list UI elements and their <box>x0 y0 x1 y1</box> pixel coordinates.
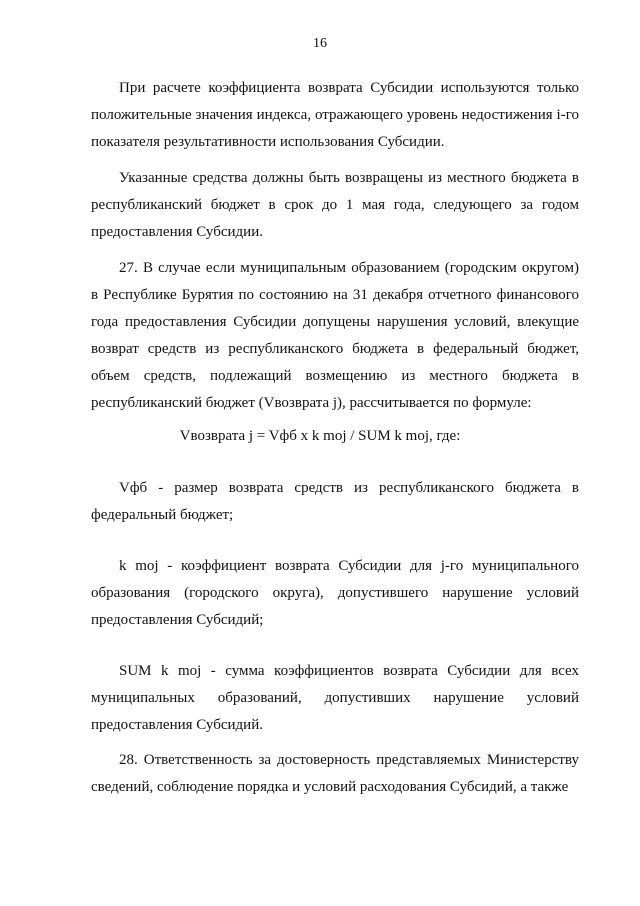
definition-sum-k-moj: SUM k moj - сумма коэффициентов возврата Субсидии для всех муниципальных образований, допустивших нарушение условий предоставления Субсидий. <box>91 663 579 733</box>
page-number: 16 <box>313 36 327 51</box>
definition-k-moj: k moj - коэффициент возврата Субсидии для j-го муниципального образования (городского округа), допустившего нарушение условий предоставления Субсидий; <box>91 558 579 628</box>
definition-vfb: Vфб - размер возврата средств из республиканского бюджета в федеральный бюджет; <box>91 480 579 523</box>
paragraph-return-deadline: Указанные средства должны быть возвращены из местного бюджета в республиканский бюджет в срок до 1 мая года, следующего за годом предоставления Субсидии. <box>91 170 579 240</box>
paragraph-28: 28. Ответственность за достоверность представляемых Министерству сведений, соблюдение порядка и условий расходования Субсидий, а также <box>91 752 579 795</box>
formula: Vвозврата j = Vфб x k moj / SUM k moj, где: <box>179 428 461 444</box>
paragraph-coefficient-note: При расчете коэффициента возврата Субсидии используются только положительные значения индекса, отражающего уровень недостижения i-го показателя результативности использования Субсидии. <box>91 80 579 150</box>
paragraph-27: 27. В случае если муниципальным образованием (городским округом) в Республике Бурятия по состоянию на 31 декабря отчетного финансового года предоставления Субсидии допущены нарушения условий, влекущие возврат средств из республиканского бюджета в федеральный бюджет, объем средств, подлежащий возмещению из местного бюджета в республиканский бюджет (Vвозврата j), рассчитывается по формуле: <box>91 260 579 411</box>
